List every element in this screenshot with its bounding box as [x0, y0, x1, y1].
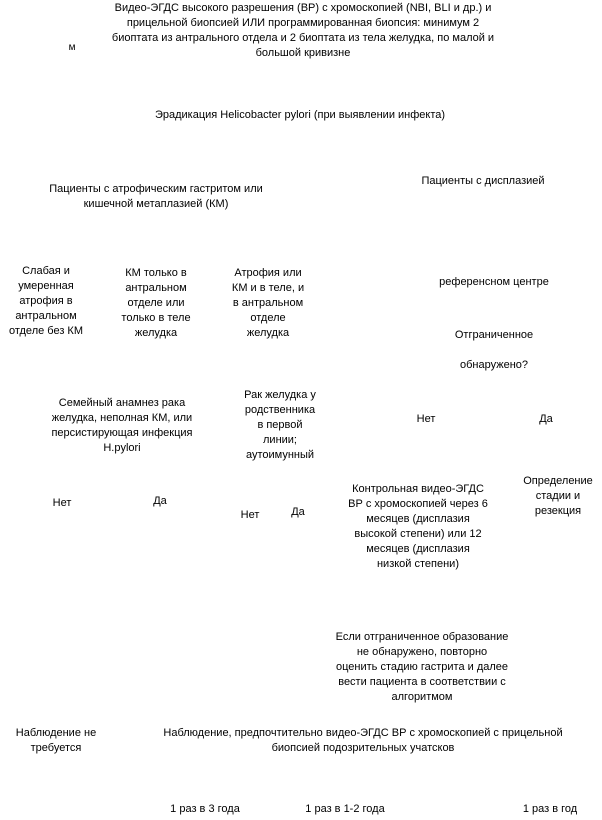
yes-label-family: Да: [153, 495, 167, 507]
family-history-text: Семейный анамнез рака желудка, неполная КМ, или персистирующая инфекция H.pylori: [51, 397, 193, 454]
no-observation-text: Наблюдение не требуется: [15, 727, 97, 754]
if-not-found-text: Если отграниченное образование не обнаружено, повторно оценить стадию гастрита и далее вести пациента в соответствии с алгоритмом: [335, 631, 509, 703]
relative-cancer-text: Рак желудка у родственника в первой линии; аутоимунный: [244, 389, 316, 461]
dysplasia-patients-text: Пациенты с дисплазией: [421, 175, 545, 187]
every-3-years-text: 1 раз в 3 года: [170, 803, 240, 815]
atrophic-patients-text: Пациенты с атрофическим гастритом или кишечной метаплазией (КМ): [49, 183, 263, 210]
every-1-2-years-text: 1 раз в 1-2 года: [305, 803, 385, 815]
observation-text: Наблюдение, предпочтительно видео-ЭГДС ВР с хромоскопией с прицельной биопсией подозрительных учатсков: [163, 727, 563, 754]
no-label-family: Нет: [52, 497, 72, 509]
yes-label-relative: Да: [291, 506, 305, 518]
mild-atrophy-text: Слабая и умеренная атрофия в антральном отделе без КМ: [8, 265, 84, 337]
every-year-text: 1 раз в год: [522, 803, 578, 815]
eradication-text: Эрадикация Helicobacter pylori (при выявлении инфекта): [154, 109, 446, 121]
limited-found-text: Отграниченное обнаружено?: [454, 329, 534, 371]
no-label-dysplasia: Нет: [416, 413, 436, 425]
km-only-text: КМ только в антральном отделе или только в теле желудка: [121, 267, 191, 339]
no-label-relative: Нет: [240, 509, 260, 521]
top-box-text: Видео-ЭГДС высокого разрешения (ВР) с хромоскопией (NBI, BLI и др.) и прицельной биопсией ИЛИ программированная биопсия: минимум 2 биоптата из антрального отдела и 2 биоптата из тела желудка, по малой и большой кривизне: [111, 2, 495, 59]
atrophy-or-km-text: Атрофия или КМ и в теле, и в антральном отделе желудка: [231, 267, 305, 339]
control-egds-text: Контрольная видео-ЭГДС ВР с хромоскопией через 6 месяцев (дисплазия высокой степени) или 12 месяцев (дисплазия низкой степени): [348, 483, 488, 570]
stray-letter: м: [68, 42, 76, 53]
reference-center-text: референсном центре: [439, 276, 549, 288]
yes-label-dysplasia: Да: [539, 413, 553, 425]
staging-text: Определение стадии и резекция: [523, 475, 593, 517]
